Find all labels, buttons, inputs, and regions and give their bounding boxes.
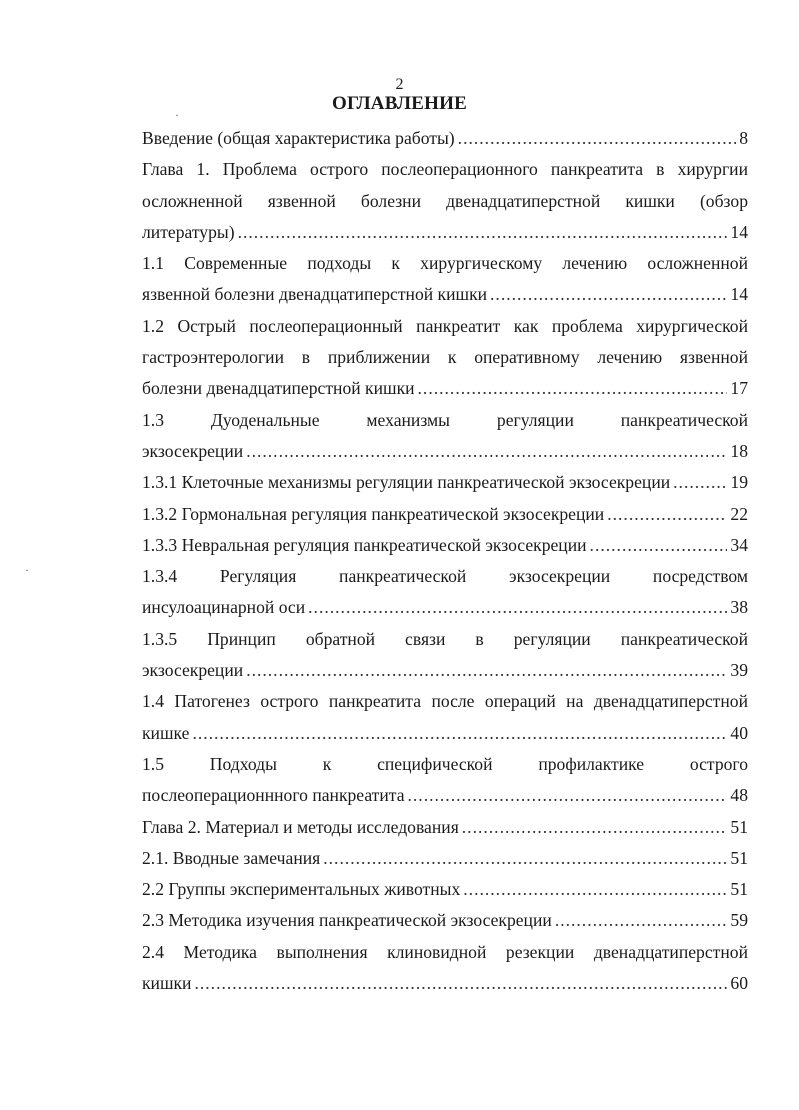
toc-entry-text: осложненной язвенной болезни двенадцатиперстной кишки (обзор — [142, 190, 748, 211]
toc-entry-text: 2.1. Вводные замечания — [142, 847, 321, 868]
toc-entry-line — [142, 123, 748, 154]
toc-page-number: 60 — [730, 973, 748, 994]
dot-leader — [462, 812, 728, 843]
toc-entry[interactable] — [142, 843, 748, 874]
toc-entry-line — [142, 217, 748, 248]
toc-entry-text: послеоперационнного панкреатита — [142, 785, 405, 806]
toc-entry[interactable] — [142, 561, 748, 624]
toc-entry-text: 1.3 Дуоденальные механизмы регуляции панкреатической — [142, 409, 748, 430]
toc-entry-line — [142, 843, 748, 874]
dot-leader — [308, 592, 727, 623]
toc-entry-text: кишке — [142, 722, 190, 743]
toc-entry-text: кишки — [142, 973, 192, 994]
toc-entry-line — [142, 467, 748, 498]
toc-entry-line — [142, 780, 748, 811]
toc-entry[interactable] — [142, 624, 748, 687]
toc-page-number: 34 — [730, 534, 748, 555]
toc-entry-text: 1.5 Подходы к специфической профилактике острого — [142, 753, 748, 774]
toc-entry-line — [142, 279, 748, 310]
toc-entry[interactable] — [142, 812, 748, 843]
dot-leader — [590, 530, 728, 561]
toc-entry-text: 1.3.5 Принцип обратной связи в регуляции панкреатической — [142, 628, 748, 649]
toc-entry-text: Введение (общая характеристика работы) — [142, 128, 455, 148]
toc-page-number: 59 — [730, 910, 748, 931]
dot-leader — [673, 467, 727, 498]
toc-page-number: 39 — [730, 660, 748, 681]
toc-entry[interactable] — [142, 154, 748, 248]
toc-entry[interactable] — [142, 905, 748, 936]
toc-entry[interactable] — [142, 874, 748, 905]
toc-entry-text: 1.2 Острый послеоперационный панкреатит как проблема хирургической — [142, 315, 748, 336]
toc-entry[interactable] — [142, 937, 748, 1000]
toc-entry-text: 1.4 Патогенез острого панкреатита после операций на двенадцатиперстной — [142, 691, 748, 712]
dot-leader — [194, 968, 727, 999]
dot-leader — [490, 279, 727, 310]
dot-leader — [555, 905, 728, 936]
toc-entry-line — [142, 655, 748, 686]
toc-entry-text: гастроэнтерологии в приближении к оперативному лечению язвенной — [142, 347, 748, 368]
toc-entry-text: язвенной болезни двенадцатиперстной кишки — [142, 284, 488, 305]
toc-entry-line — [142, 592, 748, 623]
toc-page-number: 38 — [730, 597, 748, 618]
dot-leader — [238, 217, 728, 248]
toc-entry-text: 2.4 Методика выполнения клиновидной резекции двенадцатиперстной — [142, 941, 748, 962]
toc-entry[interactable] — [142, 530, 748, 561]
toc-entry-text: литературы) — [142, 221, 235, 242]
toc-entry-text: Глава 2. Материал и методы исследования — [142, 816, 459, 837]
toc-entry[interactable] — [142, 311, 748, 405]
dot-leader — [323, 843, 727, 874]
toc-page-number: 51 — [730, 847, 748, 868]
toc-entry-line — [142, 968, 748, 999]
toc-page-number: 51 — [730, 816, 748, 837]
scan-speck: · — [25, 563, 29, 577]
toc-entry[interactable] — [142, 248, 748, 311]
dot-leader — [192, 718, 727, 749]
toc-entry-text: экзосекреции — [142, 660, 244, 681]
toc-page-number: 14 — [730, 284, 748, 305]
toc-entry-line — [142, 530, 748, 561]
toc-page-number: 8 — [739, 128, 748, 148]
toc-page-number: 22 — [730, 503, 748, 524]
dot-leader — [418, 373, 728, 404]
toc-entry-text: инсулоацинарной оси — [142, 597, 306, 618]
toc-page-number: 17 — [730, 378, 748, 399]
toc-entry[interactable] — [142, 499, 748, 530]
dot-leader — [463, 874, 727, 905]
toc-entry-text: 1.1 Современные подходы к хирургическому лечению осложненной — [142, 253, 748, 274]
toc-page-number: 40 — [730, 722, 748, 743]
toc-entry-text: 2.3 Методика изучения панкреатической экзосекреции — [142, 910, 552, 931]
toc-entry[interactable] — [142, 123, 748, 154]
toc-entry-text: 1.3.1 Клеточные механизмы регуляции панкреатической экзосекреции — [142, 472, 671, 493]
toc-entry-line — [142, 718, 748, 749]
toc-entry-line — [142, 874, 748, 905]
toc-page-number: 48 — [730, 785, 748, 806]
toc-entry-text: болезни двенадцатиперстной кишки — [142, 378, 415, 399]
toc-entry-text: экзосекреции — [142, 440, 244, 461]
page-number: 2 — [395, 76, 404, 93]
dot-leader — [458, 123, 737, 154]
toc-entry-line — [142, 812, 748, 843]
toc-entry-text: Глава 1. Проблема острого послеоперационного панкреатита в хирургии — [142, 159, 748, 180]
toc-entry-line — [142, 436, 748, 467]
toc-page-number: 14 — [730, 221, 748, 242]
dot-leader — [607, 499, 727, 530]
toc-entry-text: 2.2 Группы экспериментальных животных — [142, 879, 461, 900]
page-title: ОГЛАВЛЕНИЕ — [332, 93, 467, 114]
toc-entry[interactable] — [142, 405, 748, 468]
toc-entry-line — [142, 905, 748, 936]
toc-entry-text: 1.3.4 Регуляция панкреатической экзосекреции посредством — [142, 566, 748, 587]
toc-entry-text: 1.3.2 Гормональная регуляция панкреатической экзосекреции — [142, 503, 605, 524]
table-of-contents — [142, 123, 748, 999]
toc-entry[interactable] — [142, 749, 748, 812]
toc-page-number: 51 — [730, 879, 748, 900]
toc-page-number: 19 — [730, 472, 748, 493]
toc-entry-line — [142, 499, 748, 530]
toc-entry[interactable] — [142, 467, 748, 498]
toc-page-number: 18 — [730, 440, 748, 461]
toc-entry[interactable] — [142, 686, 748, 749]
scan-speck: · — [175, 108, 179, 122]
dot-leader — [246, 655, 727, 686]
dot-leader — [246, 436, 727, 467]
toc-entry-text: 1.3.3 Невральная регуляция панкреатической экзосекреции — [142, 534, 587, 555]
toc-entry-line — [142, 373, 748, 404]
dot-leader — [408, 780, 728, 811]
